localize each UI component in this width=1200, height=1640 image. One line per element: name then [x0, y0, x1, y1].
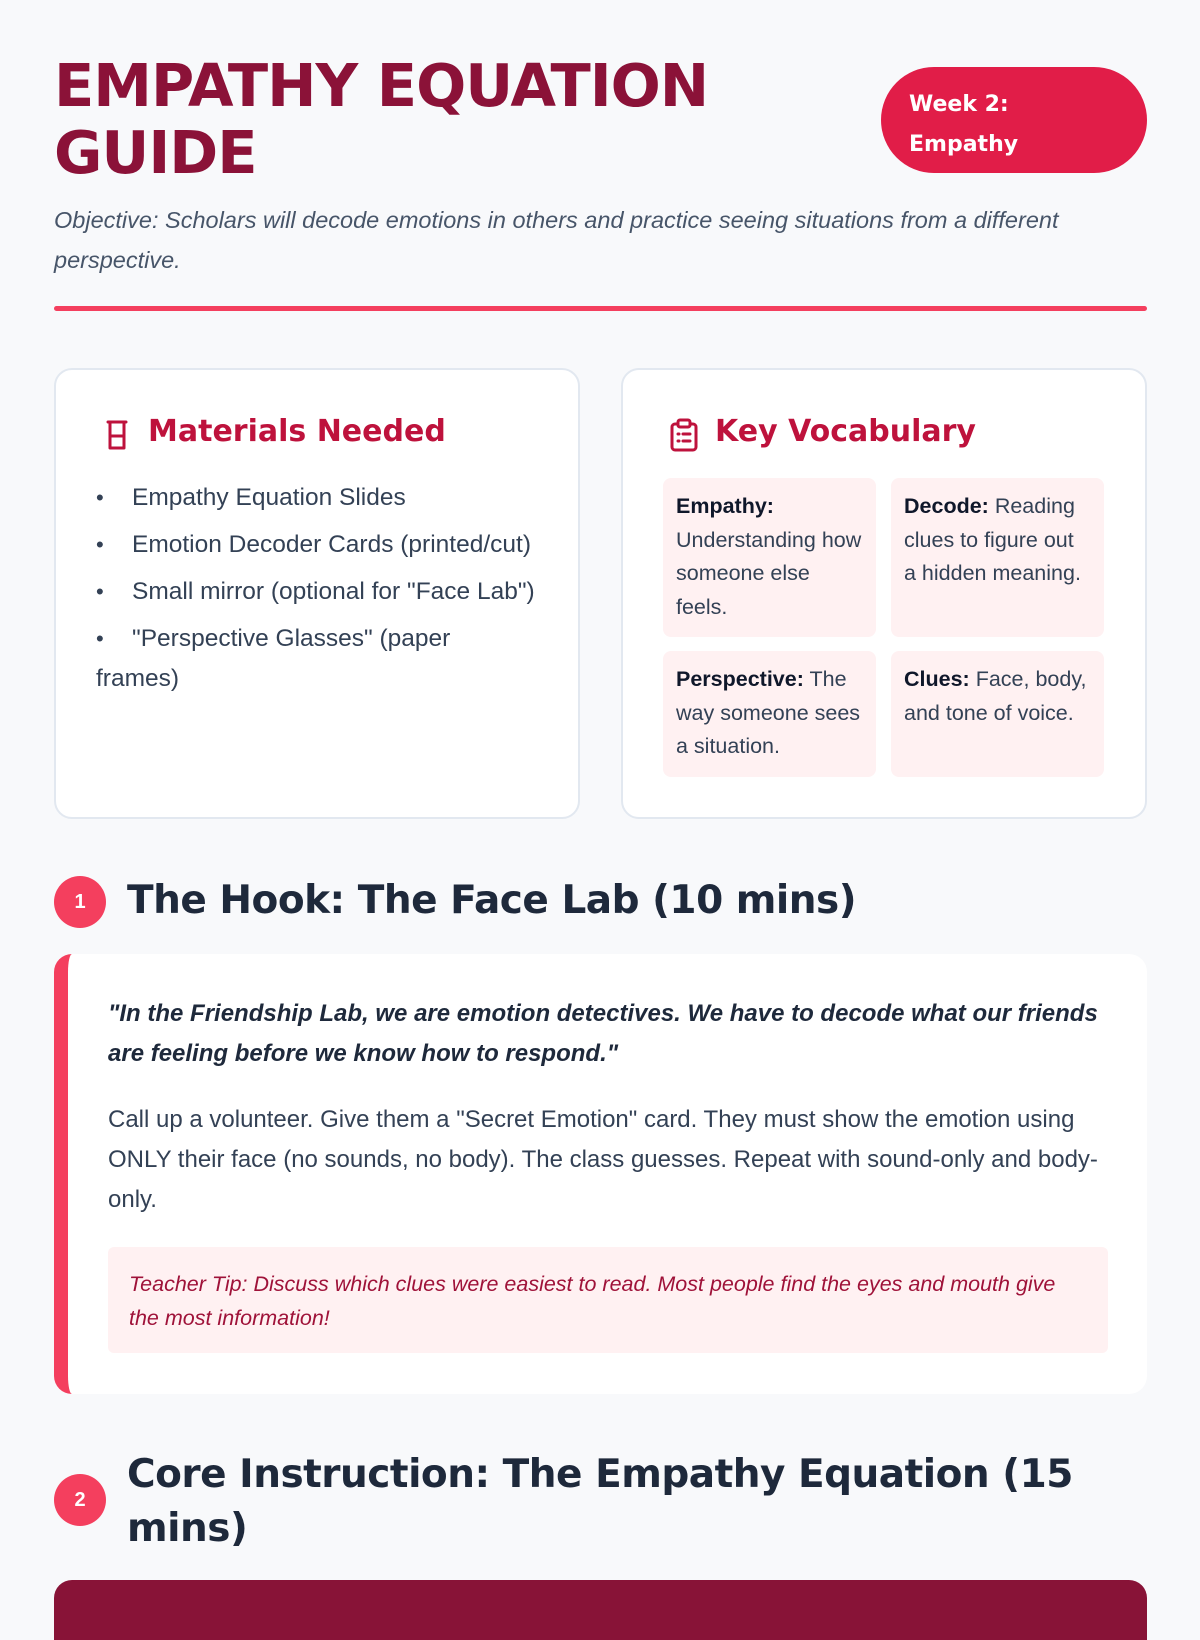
list-item: • Emotion Decoder Cards (printed/cut): [96, 525, 536, 565]
materials-title: Materials Needed: [148, 414, 446, 449]
page-title: EMPATHY EQUATION GUIDE: [54, 51, 709, 187]
vocab-definition: Understanding how someone else feels.: [676, 527, 862, 619]
list-item: • Empathy Equation Slides: [96, 478, 536, 518]
section-2-title: Core Instruction: The Empathy Equation (15 mins): [127, 1452, 1073, 1551]
vocab-item-perspective: [663, 651, 876, 777]
vocab-definition: The way someone sees a situation.: [676, 667, 861, 758]
section-1-title: The Hook: The Face Lab (10 mins): [127, 878, 857, 923]
vocab-definition: Reading clues to figure out a hidden meaning.: [904, 494, 1081, 585]
list-item: • "Perspective Glasses" (paper frames): [96, 619, 536, 699]
bullet-icon: •: [96, 626, 104, 651]
vocab-definition: Face, body, and tone of voice.: [904, 667, 1087, 725]
bullet-icon: •: [96, 485, 104, 510]
page-header: [54, 0, 1147, 200]
hook-instructions: Call up a volunteer. Give them a "Secret Emotion" card. They must show the emotion using ONLY their face (no sounds, no body). The class guesses. Repeat with sound-only and body-only.: [108, 1106, 1098, 1213]
objective-text: Objective: Scholars will decode emotions in others and practice seeing situations from a different perspective.: [54, 207, 1059, 273]
vocabulary-card: [621, 368, 1147, 819]
clipboard-icon: [667, 418, 701, 452]
bullet-icon: •: [96, 579, 104, 604]
week-badge: Week 2: Empathy: [881, 67, 1147, 173]
materials-list: [96, 478, 536, 706]
hook-card: [54, 954, 1147, 1394]
materials-card: [54, 368, 580, 819]
teacher-tip: Teacher Tip: Discuss which clues were easiest to read. Most people find the eyes and mouth give the most information!: [108, 1247, 1108, 1353]
guide-page: [54, 0, 1147, 1551]
step-number-badge: 1: [54, 876, 106, 928]
vocab-term: Clues:: [904, 667, 970, 691]
bullet-icon: •: [96, 532, 104, 557]
header-divider: [54, 306, 1147, 311]
vocab-item-decode: [891, 478, 1104, 637]
vocabulary-grid: [663, 478, 1105, 777]
vocab-term: Empathy:: [676, 494, 774, 518]
hook-quote: "In the Friendship Lab, we are emotion detectives. We have to decode what our friends are feeling before we know how to respond.": [108, 1000, 1098, 1067]
vocabulary-title: Key Vocabulary: [715, 414, 976, 449]
vocab-item-empathy: [663, 478, 876, 637]
vocab-item-clues: [891, 651, 1104, 777]
beaker-icon: [100, 418, 134, 452]
vocab-term: Decode:: [904, 494, 989, 518]
step-number-badge: 2: [54, 1474, 106, 1526]
vocab-term: Perspective:: [676, 667, 804, 691]
list-item: • Small mirror (optional for "Face Lab"): [96, 572, 536, 612]
core-instruction-panel: [54, 1580, 1147, 1640]
